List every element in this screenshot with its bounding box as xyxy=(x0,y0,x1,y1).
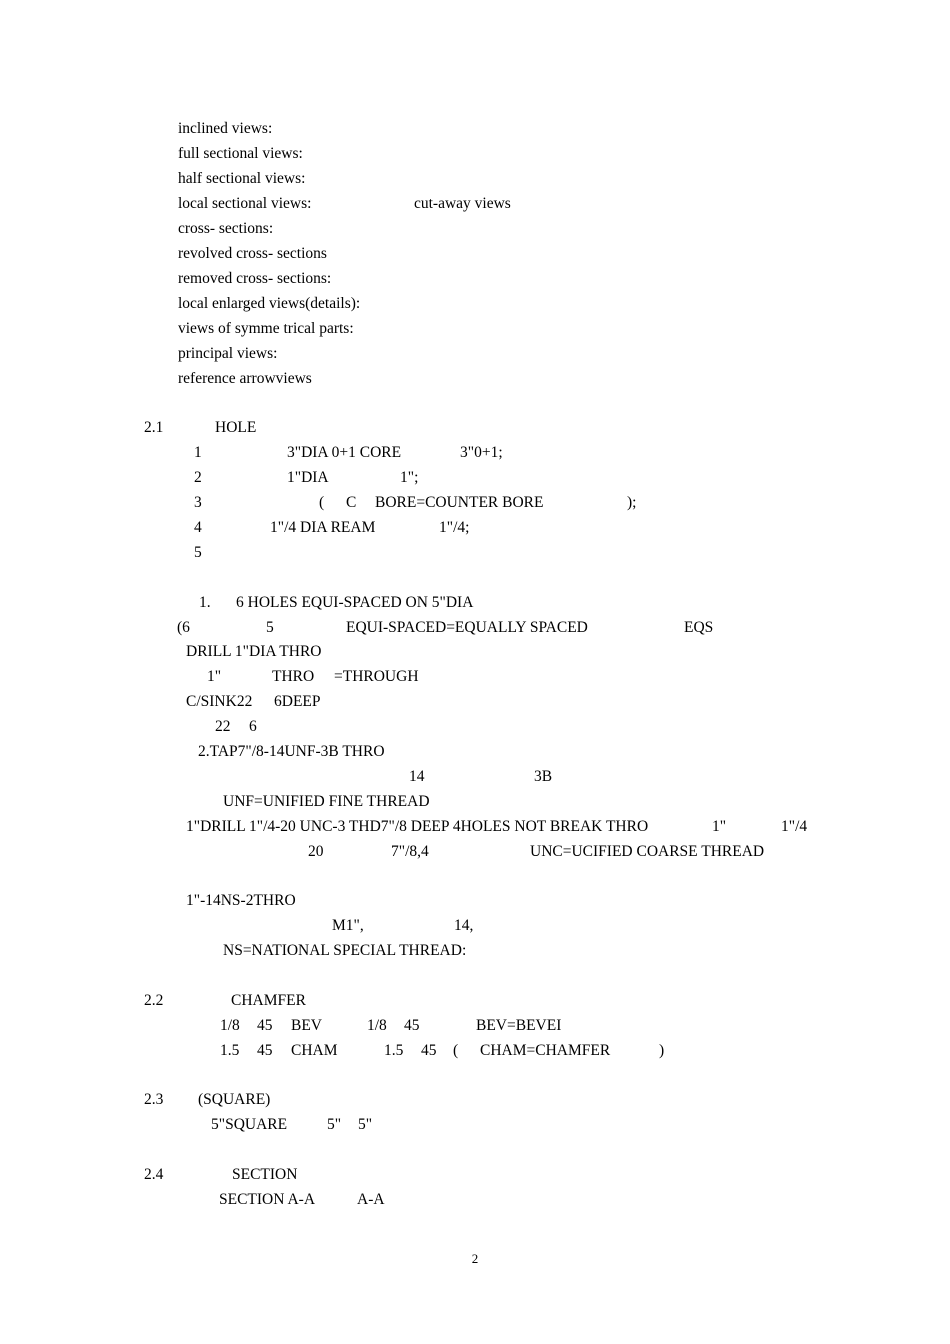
text-line: ( xyxy=(453,1042,459,1059)
text-line: =THROUGH xyxy=(334,668,419,685)
text-line: 14, xyxy=(454,917,474,934)
text-line: full sectional views: xyxy=(178,145,303,162)
section-heading: HOLE xyxy=(215,419,257,436)
text-line: 45 xyxy=(257,1017,273,1034)
text-line: 1" xyxy=(712,818,727,835)
text-line: 1. xyxy=(199,594,211,611)
text-line: 2.TAP7"/8-14UNF-3B THRO xyxy=(198,743,385,760)
text-line: (6 xyxy=(177,619,190,636)
text-line: CHAM=CHAMFER xyxy=(480,1042,611,1059)
text-line: 6 xyxy=(249,718,257,735)
text-line: BORE=COUNTER BORE xyxy=(375,494,544,511)
text-line: 2 xyxy=(194,469,202,486)
text-line: 3 xyxy=(194,494,202,511)
text-line: revolved cross- sections xyxy=(178,245,327,262)
text-line: 1"DIA xyxy=(287,469,329,486)
text-line: DRILL 1"DIA THRO xyxy=(186,643,322,660)
text-line: 22 xyxy=(215,718,231,735)
text-line: 5" xyxy=(327,1116,342,1133)
text-line: BEV=BEVEI xyxy=(476,1017,562,1034)
text-line: removed cross- sections: xyxy=(178,270,332,287)
section-heading: CHAMFER xyxy=(231,992,306,1009)
text-line: 7"/8,4 xyxy=(391,843,429,860)
text-line: 1"/4 xyxy=(781,818,808,835)
text-line: 20 xyxy=(308,843,324,860)
text-line: 6DEEP xyxy=(274,693,321,710)
text-line: 1/8 xyxy=(220,1017,240,1034)
text-line: ) xyxy=(659,1042,665,1059)
text-line: 3"DIA 0+1 CORE xyxy=(287,444,402,461)
section-number: 2.1 xyxy=(144,419,164,436)
text-line: NS=NATIONAL SPECIAL THREAD: xyxy=(223,942,467,959)
text-line: 1/8 xyxy=(367,1017,387,1034)
text-line: ); xyxy=(627,494,637,511)
text-line: 5 xyxy=(266,619,274,636)
section-number: 2.3 xyxy=(144,1091,164,1108)
text-line: 1.5 xyxy=(384,1042,404,1059)
text-line: UNF=UNIFIED FINE THREAD xyxy=(223,793,430,810)
text-line: A-A xyxy=(357,1191,385,1208)
section-heading: SECTION xyxy=(232,1166,298,1183)
text-line: principal views: xyxy=(178,345,278,362)
section-heading: (SQUARE) xyxy=(198,1091,271,1108)
text-line: reference arrowviews xyxy=(178,370,312,387)
text-line: 45 xyxy=(404,1017,420,1034)
text-line: 14 xyxy=(409,768,425,785)
text-line: 5 xyxy=(194,544,202,561)
text-line: EQS xyxy=(684,619,714,636)
text-line: views of symme trical parts: xyxy=(178,320,354,337)
text-line: 1"/4 DIA REAM xyxy=(270,519,376,536)
text-line: 6 HOLES EQUI-SPACED ON 5"DIA xyxy=(236,594,474,611)
text-line: 1" xyxy=(207,668,222,685)
text-line: 1"DRILL 1"/4-20 UNC-3 THD7"/8 DEEP 4HOLES NOT BREAK THRO xyxy=(186,818,649,835)
text-line: local enlarged views(details): xyxy=(178,295,361,312)
text-line: BEV xyxy=(291,1017,322,1034)
text-line: 45 xyxy=(257,1042,273,1059)
text-line: 3B xyxy=(534,768,553,785)
text-line: 4 xyxy=(194,519,202,536)
text-line: 1"; xyxy=(400,469,419,486)
text-line: EQUI-SPACED=EQUALLY SPACED xyxy=(346,619,588,636)
text-line: 1 xyxy=(194,444,202,461)
text-line: 5"SQUARE xyxy=(211,1116,288,1133)
text-line: M1", xyxy=(332,917,364,934)
page-number: 2 xyxy=(471,1251,479,1266)
text-line: ( xyxy=(319,494,325,511)
text-line: C xyxy=(346,494,357,511)
text-line: 45 xyxy=(421,1042,437,1059)
text-line: SECTION A-A xyxy=(219,1191,316,1208)
text-line: inclined views: xyxy=(178,120,273,137)
text-line: CHAM xyxy=(291,1042,338,1059)
text-line: 5" xyxy=(358,1116,373,1133)
text-line: 1.5 xyxy=(220,1042,240,1059)
text-line: UNC=UCIFIED COARSE THREAD xyxy=(530,843,765,860)
text-line: cross- sections: xyxy=(178,220,274,237)
text-line: 1"-14NS-2THRO xyxy=(186,892,296,909)
section-number: 2.2 xyxy=(144,992,164,1009)
section-number: 2.4 xyxy=(144,1166,164,1183)
text-line: 3"0+1; xyxy=(460,444,503,461)
text-line: THRO xyxy=(272,668,315,685)
text-line: 1"/4; xyxy=(439,519,470,536)
text-line: C/SINK22 xyxy=(186,693,253,710)
text-line: cut-away views xyxy=(414,195,511,212)
text-line: local sectional views: xyxy=(178,195,312,212)
text-line: half sectional views: xyxy=(178,170,306,187)
